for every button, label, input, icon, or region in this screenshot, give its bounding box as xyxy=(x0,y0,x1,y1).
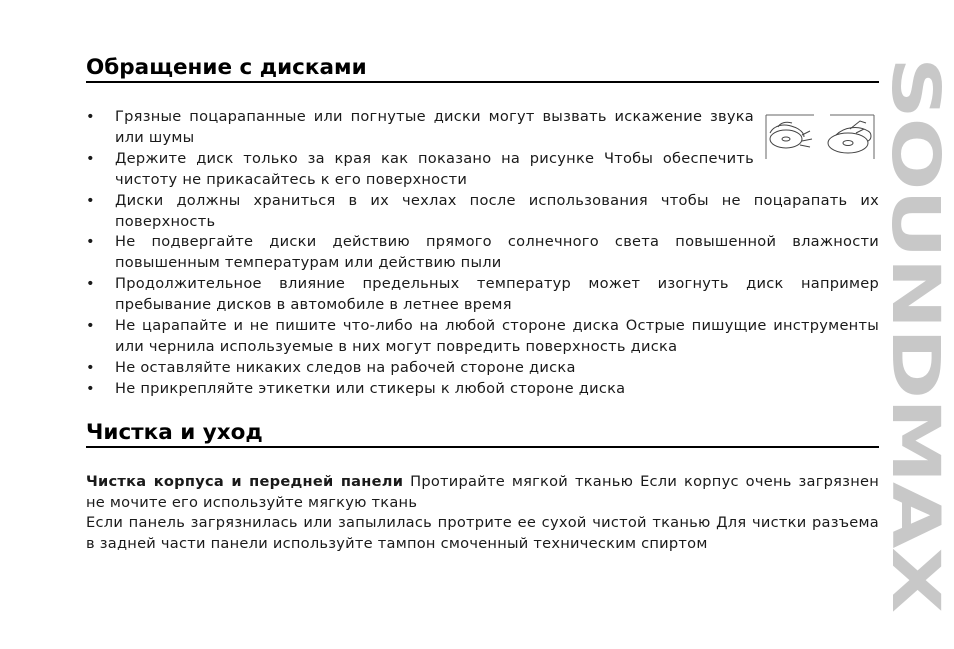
svg-text:SOUNDMAX: SOUNDMAX xyxy=(877,57,954,484)
list-item-text: Не царапайте и не пишите что-либо на любой стороне диска Острые пишущие инструменты или чернила используемые в них могут повредить поверхность диска xyxy=(115,317,879,355)
list-item xyxy=(86,107,879,149)
list-item-text: Диски должны храниться в их чехлах после использования чтобы не поцарапать их поверхность xyxy=(115,191,879,230)
list-item xyxy=(86,232,879,274)
list-item xyxy=(86,274,879,316)
soundmax-logo xyxy=(877,57,954,612)
list-item-text: Держите диск только за края как показано на рисунке Чтобы обеспечить чистоту не прикасайтесь к его поверхности xyxy=(115,149,754,188)
list-item xyxy=(86,379,879,400)
bullet-icon: • xyxy=(86,317,95,335)
list-item-text: Грязные поцарапанные или погнутые диски могут вызвать искажение звука или шумы xyxy=(115,108,754,146)
bullet-icon: • xyxy=(86,108,95,125)
cleaning-paragraph-1 xyxy=(86,472,879,513)
list-item-text: Продолжительное влияние предельных температур может изогнуть диск например пребывание дисков в автомобиле в летнее время xyxy=(115,275,879,314)
list-item-text: Не прикрепляйте этикетки или стикеры к любой стороне диска xyxy=(115,379,626,397)
cleaning-subheading: Чистка корпуса и передней панели xyxy=(86,473,404,490)
list-item xyxy=(86,149,879,191)
heading-cleaning-care: Чистка и уход xyxy=(86,420,879,448)
list-item xyxy=(86,316,879,358)
cleaning-text-1: Протирайте мягкой тканью Если корпус очень загрязнен не мочите его используйте мягкую ткань xyxy=(86,473,880,511)
list-item xyxy=(86,191,879,233)
list-item-text: Не оставляйте никаких следов на рабочей стороне диска xyxy=(115,358,576,376)
disc-handling-list xyxy=(86,107,879,400)
cleaning-paragraph-2: Если панель загрязнилась или запылилась протрите ее сухой чистой тканью Для чистки разъема в задней части панели используйте тампон смоченный техническим спиртом xyxy=(86,514,879,552)
disc-handling-illustration xyxy=(764,111,876,163)
list-item xyxy=(86,358,879,379)
bullet-icon: • xyxy=(86,191,95,209)
bullet-icon: • xyxy=(86,233,95,251)
bullet-icon: • xyxy=(86,379,95,397)
bullet-icon: • xyxy=(86,149,95,167)
heading-disc-handling: Обращение с дисками xyxy=(86,55,879,83)
bullet-icon: • xyxy=(86,275,95,293)
bullet-icon: • xyxy=(86,358,95,376)
list-item-text: Не подвергайте диски действию прямого солнечного света повышенной влажности повышенным температурам или действию пыли xyxy=(115,233,879,272)
